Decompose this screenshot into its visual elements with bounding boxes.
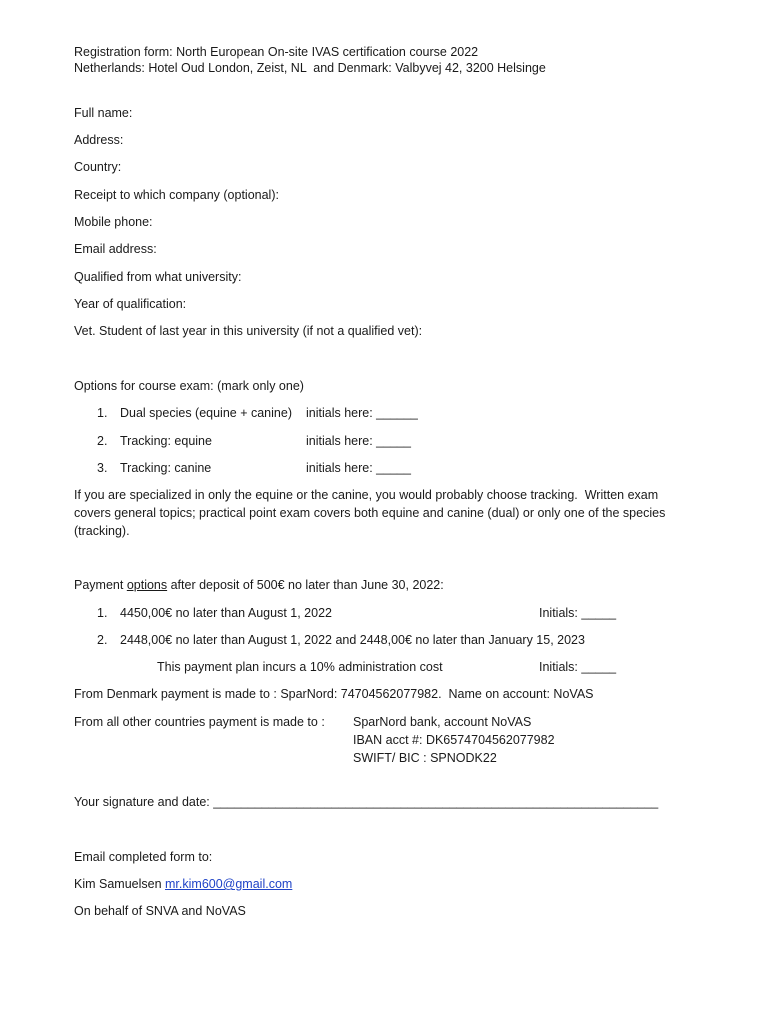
payment-option-label: 2448,00€ no later than August 1, 2022 and 2448,00€ no later than January 15, 2023: [120, 633, 585, 647]
payment-bank-line: SparNord bank, account NoVAS: [353, 715, 532, 729]
form-locations: Netherlands: Hotel Oud London, Zeist, NL and Denmark: Valbyvej 42, 3200 Helsinge: [74, 61, 546, 75]
field-country-label: Country:: [74, 160, 122, 174]
field-receipt-company-label: Receipt to which company (optional):: [74, 188, 279, 202]
contact-line: [74, 876, 292, 892]
payment-heading-prefix: Payment: [74, 578, 127, 592]
payment-option-number: 1.: [97, 606, 108, 620]
exam-option-initials: initials here: _____: [306, 461, 411, 475]
payment-denmark: From Denmark payment is made to : SparNord: 74704562077982. Name on account: NoVAS: [74, 687, 594, 701]
exam-option-label: Tracking: equine: [120, 434, 212, 448]
payment-option-initials: Initials: _____: [539, 606, 617, 620]
field-university-label: Qualified from what university:: [74, 270, 242, 284]
payment-heading-options: options: [126, 578, 168, 592]
exam-note-line: covers general topics; practical point exam covers both equine and canine (dual) or only one of the species: [74, 506, 666, 520]
payment-option-number: 2.: [97, 633, 108, 647]
exam-option-initials: initials here: _____: [306, 434, 411, 448]
payment-bank-line: IBAN acct #: DK6574704562077982: [353, 733, 555, 747]
signature-line: Your signature and date: ________________________________________________________________: [74, 795, 659, 809]
contact-email-link[interactable]: mr.kim600@gmail.com: [165, 877, 293, 891]
exam-option-label: Tracking: canine: [120, 461, 212, 475]
payment-plan-initials: Initials: _____: [539, 660, 617, 674]
exam-note-line: (tracking).: [74, 524, 130, 538]
exam-options-heading: Options for course exam: (mark only one): [74, 379, 304, 393]
contact-name: Kim Samuelsen: [74, 877, 166, 891]
payment-heading-suffix: after deposit of 500€ no later than June 30, 2022:: [167, 578, 444, 592]
exam-note-line: If you are specialized in only the equine or the canine, you would probably choose tracking. Written exam: [74, 488, 659, 502]
field-email-label: Email address:: [74, 242, 157, 256]
email-form-heading: Email completed form to:: [74, 850, 213, 864]
payment-heading: [74, 577, 444, 593]
field-mobile-phone-label: Mobile phone:: [74, 215, 153, 229]
payment-bank-line: SWIFT/ BIC : SPNODK22: [353, 751, 497, 765]
on-behalf-line: On behalf of SNVA and NoVAS: [74, 904, 246, 918]
form-title: Registration form: North European On-site IVAS certification course 2022: [74, 45, 479, 59]
field-full-name-label: Full name:: [74, 106, 133, 120]
payment-plan-note: This payment plan incurs a 10% administration cost: [157, 660, 443, 674]
field-vet-student-label: Vet. Student of last year in this university (if not a qualified vet):: [74, 324, 423, 338]
exam-option-number: 2.: [97, 434, 108, 448]
exam-option-initials: initials here: ______: [306, 406, 418, 420]
exam-option-number: 1.: [97, 406, 108, 420]
field-address-label: Address:: [74, 133, 124, 147]
payment-other-countries-label: From all other countries payment is made to :: [74, 715, 325, 729]
exam-option-number: 3.: [97, 461, 108, 475]
field-year-label: Year of qualification:: [74, 297, 187, 311]
payment-option-label: 4450,00€ no later than August 1, 2022: [120, 606, 332, 620]
exam-option-label: Dual species (equine + canine): [120, 406, 292, 420]
